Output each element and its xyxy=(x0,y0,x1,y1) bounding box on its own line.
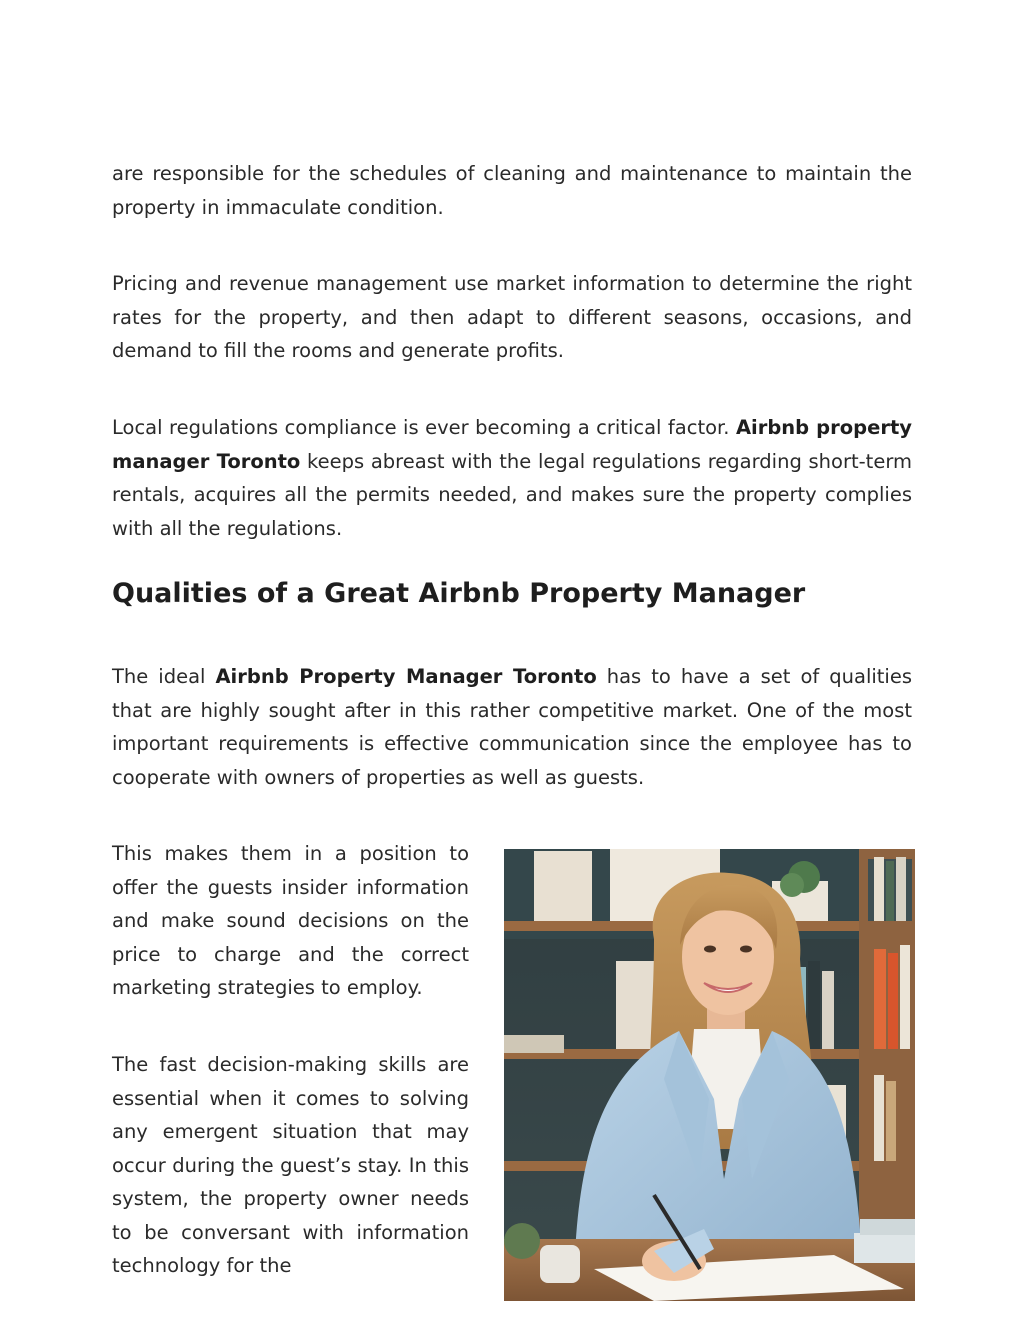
paragraph-cleaning: are responsible for the schedules of cleaning and maintenance to maintain the property in immaculate condition. xyxy=(112,162,912,219)
regulations-bold-keyword: Airbnb property manager Toronto xyxy=(112,416,912,473)
paragraph-pricing: Pricing and revenue management use market information to determine the right rates for the property, and then adapt to different seasons, occasions, and demand to fill the rooms and generate profits. xyxy=(112,272,912,362)
property-manager-photo xyxy=(504,849,915,1301)
paragraph-decision-making: The fast decision-making skills are essential when it comes to solving any emergent situation that may occur during the guest’s stay. In this system, the property owner needs to be conversant with information technology for the xyxy=(112,1053,469,1277)
paragraph-insider-info: This makes them in a position to offer the guests insider information and make sound decisions on the price to charge and the correct marketing strategies to employ. xyxy=(112,842,469,999)
section-heading: Qualities of a Great Airbnb Property Manager xyxy=(112,578,806,609)
regulations-text-start: Local regulations compliance is ever becoming a critical factor. xyxy=(112,416,730,439)
ideal-bold-keyword: Airbnb Property Manager Toronto xyxy=(215,665,597,688)
regulations-text-end: keeps abreast with the legal regulations regarding short-term rentals, acquires all the permits needed, and makes sure the property complies with all the regulations. xyxy=(112,449,912,540)
photo-illustration xyxy=(504,849,915,1301)
paragraph-ideal-manager xyxy=(112,660,912,794)
ideal-text-end: has to have a set of qualities that are highly sought after in this rather competitive market. One of the most important requirements is effective communication since the employee has to cooperate with owners of properties as well as guests. xyxy=(112,665,912,789)
paragraph-regulations xyxy=(112,411,912,545)
ideal-text-start: The ideal xyxy=(112,665,206,688)
